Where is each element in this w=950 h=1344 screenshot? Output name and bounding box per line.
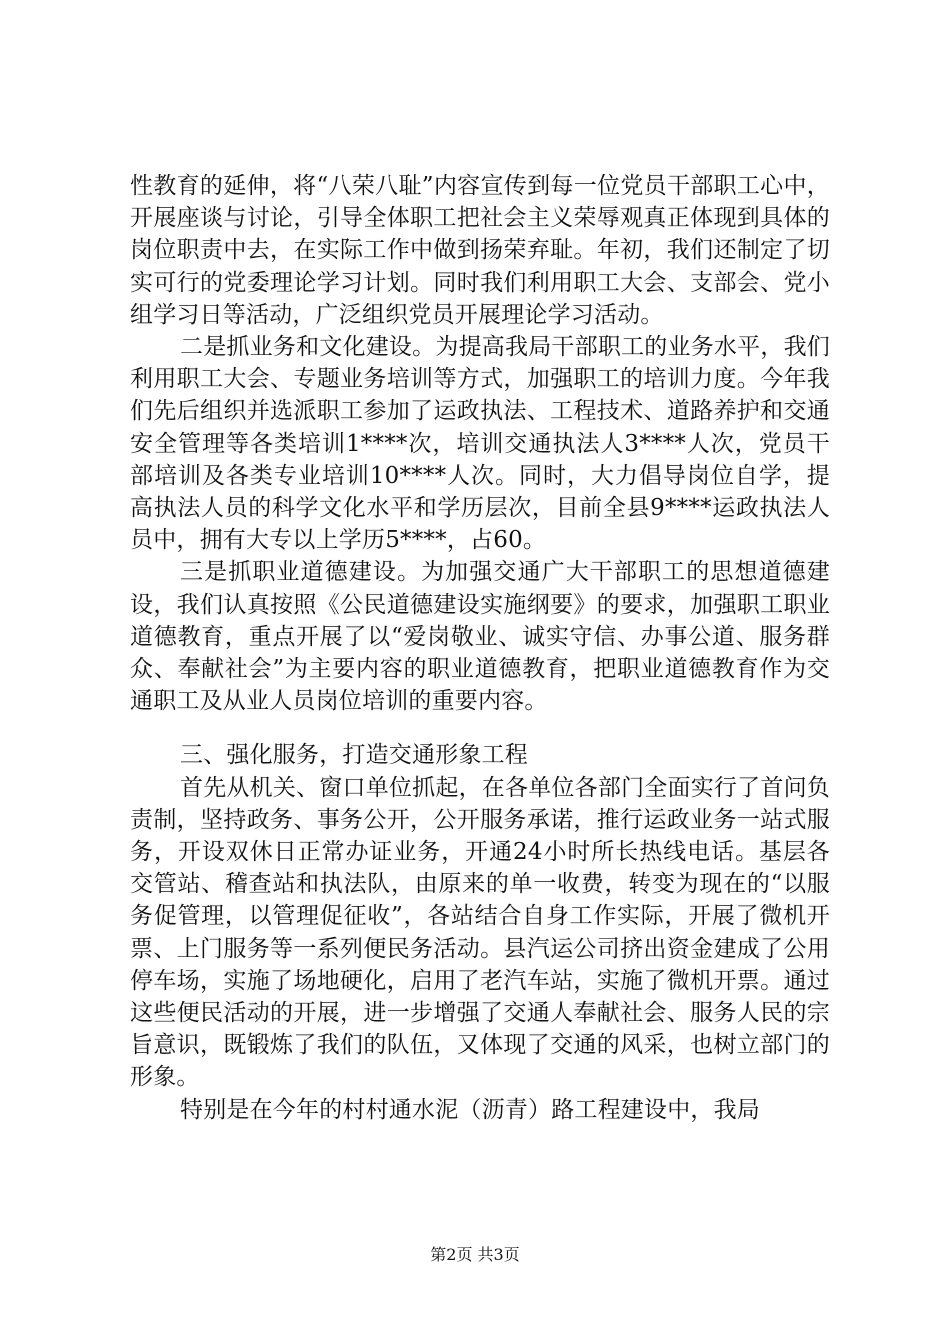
page-number-footer: 第2页 共3页	[430, 1245, 520, 1264]
paragraph-service: 首先从机关、窗口单位抓起，在各单位各部门全面实行了首问负责制，坚持政务、事务公开，公开服务承诺，推行运政业务一站式服务，开设双休日正常办证业务，开通24小时所长热线电话。基层各交管站、稽查站和执法队，由原来的单一收费，转变为现在的“以服务促管理，以管理促征收”，各站结合自身工作实际，开展了微机开票、上门服务等一系列便民务活动。县汽运公司挤出资金建成了公用停车场，实施了场地硬化，启用了老汽车站，实施了微机开票。通过这些便民活动的开展，进一步增强了交通人奉献社会、服务人民的宗旨意识，既锻炼了我们的队伍，又体现了交通的风采，也树立部门的形象。	[130, 774, 830, 1091]
paragraph-business-culture: 二是抓业务和文化建设。为提高我局干部职工的业务水平，我们利用职工大会、专题业务培训等方式，加强职工的培训力度。今年我们先后组织并选派职工参加了运政执法、工程技术、道路养护和交通安全管理等各类培训1****次，培训交通执法人3****人次，党员干部培训及各类专业培训10****人次。同时，大力倡导岗位自学，提高执法人员的科学文化水平和学历层次，目前全县9****运政执法人员中，拥有大专以上学历5****，占60。	[130, 334, 830, 554]
paragraph-professional-ethics: 三是抓职业道德建设。为加强交通广大干部职工的思想道德建设，我们认真按照《公民道德建设实施纲要》的要求，加强职工职业道德教育，重点开展了以“爱岗敬业、诚实守信、办事公道、服务群众、奉献社会”为主要内容的职业道德教育，把职业道德教育作为交通职工及从业人员岗位培训的重要内容。	[130, 559, 830, 715]
paragraph-road-construction: 特别是在今年的村村通水泥（沥青）路工程建设中，我局	[180, 1096, 760, 1123]
paragraph-continuation: 性教育的延伸，将“八荣八耻”内容宣传到每一位党员干部职工心中，开展座谈与讨论，引导全体职工把社会主义荣辱观真正体现到具体的岗位职责中去，在实际工作中做到扬荣弃耻。年初，我们还制定了切实可行的党委理论学习计划。同时我们利用职工大会、支部会、党小组学习日等活动，广泛组织党员开展理论学习活动。	[130, 173, 830, 328]
section-heading: 三、强化服务，打造交通形象工程	[180, 742, 528, 769]
document-body	[130, 170, 830, 1126]
